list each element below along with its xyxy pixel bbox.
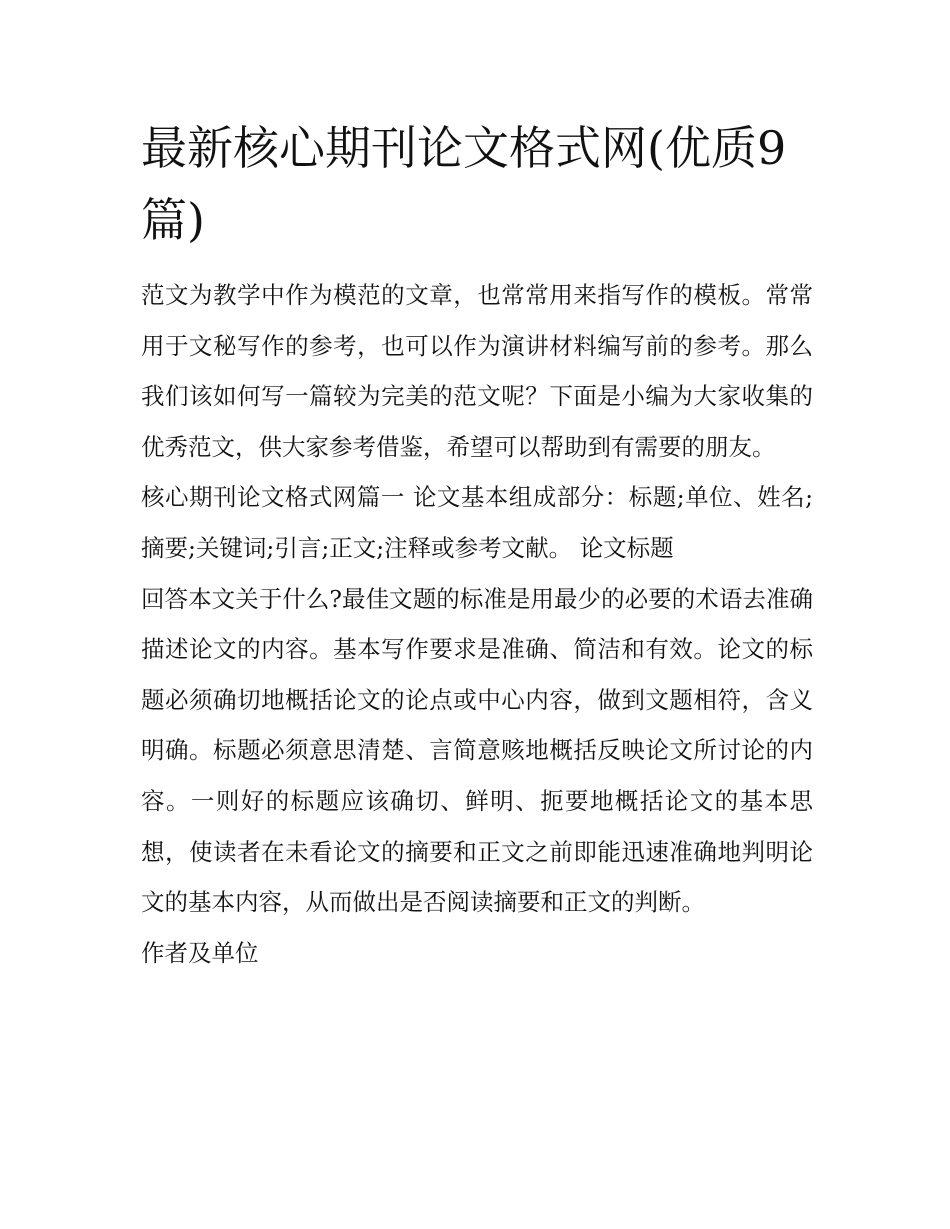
- section-one-paragraph: 核心期刊论文格式网篇一 论文基本组成部分：标题;单位、姓名;摘要;关键词;引言;正文;注释或参考文献。 论文标题: [141, 483, 813, 562]
- author-unit-heading: 作者及单位: [141, 938, 259, 967]
- document-title: 最新核心期刊论文格式网(优质9篇): [141, 121, 787, 247]
- intro-paragraph: 范文为教学中作为模范的文章，也常常用来指写作的模板。常常用于文秘写作的参考，也可以作为演讲材料编写前的参考。那么我们该如何写一篇较为完美的范文呢？下面是小编为大家收集的优秀范文，供大家参考借鉴，希望可以帮助到有需要的朋友。: [141, 281, 813, 461]
- document-body: [141, 112, 813, 978]
- title-description-paragraph: 回答本文关于什么?最佳文题的标准是用最少的必要的术语去准确描述论文的内容。基本写作要求是准确、简洁和有效。论文的标题必须确切地概括论文的论点或中心内容，做到文题相符，含义明确。标题必须意思清楚、言简意赅地概括反映论文所讨论的内容。一则好的标题应该确切、鲜明、扼要地概括论文的基本思想，使读者在未看论文的摘要和正文之前即能迅速准确地判明论文的基本内容，从而做出是否阅读摘要和正文的判断。: [141, 584, 813, 917]
